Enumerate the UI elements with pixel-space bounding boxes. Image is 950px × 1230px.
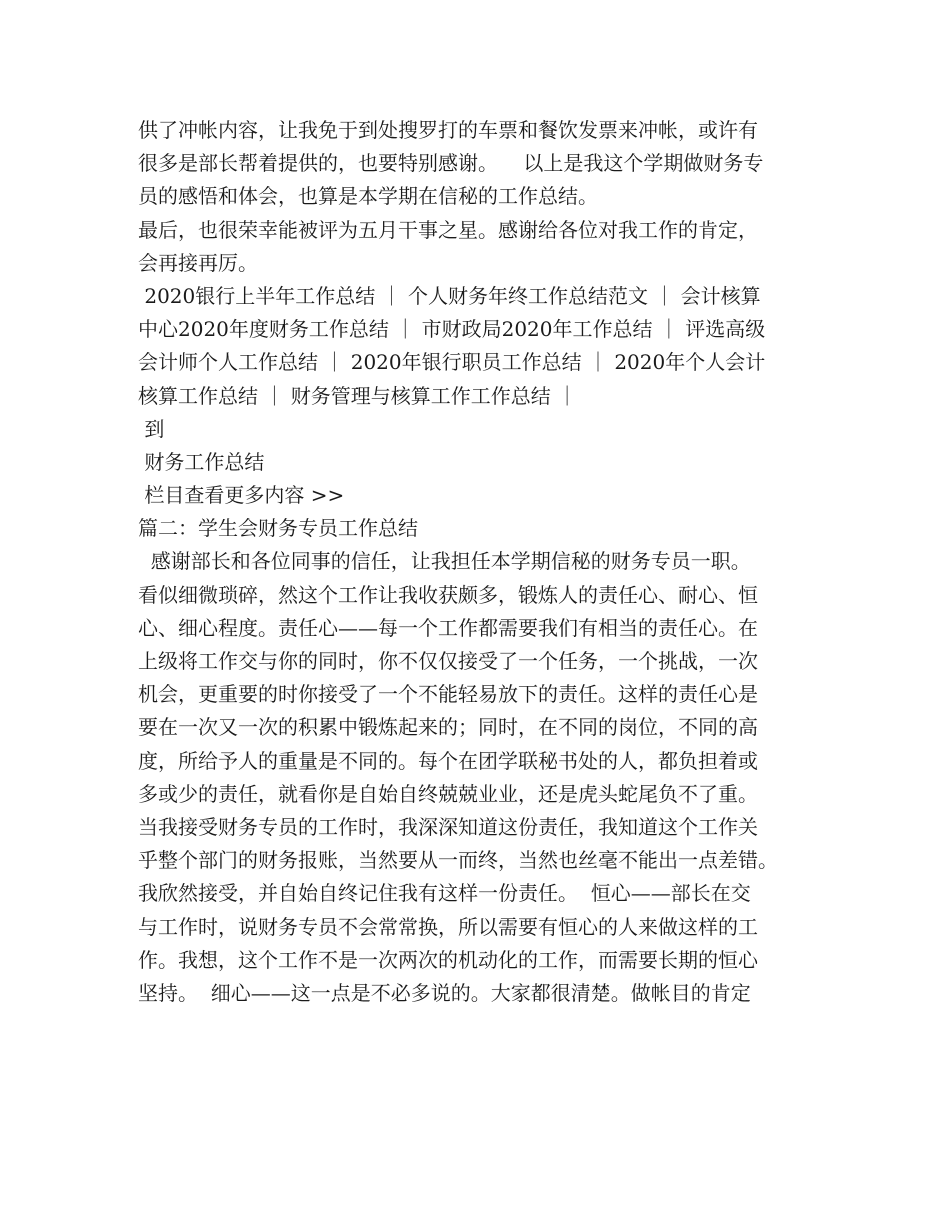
- text-line: 要在一次又一次的积累中锻炼起来的；同时，在不同的岗位，不同的高: [138, 715, 758, 740]
- text-line: 员的感悟和体会，也算是本学期在信秘的工作总结。: [138, 184, 598, 209]
- related-links-line[interactable]: 会计师个人工作总结 ｜ 2020年银行职员工作总结 ｜ 2020年个人会计: [138, 350, 766, 375]
- related-links-line[interactable]: 中心2020年度财务工作总结 ｜ 市财政局2020年工作总结 ｜ 评选高级: [138, 317, 766, 342]
- text-line: 坚持。 细心——这一点是不必多说的。大家都很清楚。做帐目的肯定: [138, 980, 751, 1005]
- more-content-link[interactable]: [138, 413, 828, 513]
- related-links-line[interactable]: 2020银行上半年工作总结 ｜ 个人财务年终工作总结范文 ｜ 会计核算: [138, 283, 761, 308]
- text-line: 供了冲帐内容，让我免于到处搜罗打的车票和餐饮发票来冲帐，或许有: [138, 118, 758, 142]
- text-line: 作。我想，这个工作不是一次两次的机动化的工作，而需要长期的恒心: [138, 947, 758, 972]
- document-body: [138, 114, 828, 1010]
- text-line: 我欣然接受，并自始自终记住我有这样一份责任。 恒心——部长在交: [138, 881, 751, 906]
- paragraph-top: [138, 114, 828, 280]
- more-link-prefix: 到: [138, 416, 165, 441]
- text-line: 度，所给予人的重量是不同的。每个在团学联秘书处的人，都负担着或: [138, 748, 758, 773]
- text-line: 会再接再厉。: [138, 250, 258, 275]
- text-line: 乎整个部门的财务报账，当然要从一而终，当然也丝毫不能出一点差错。: [138, 848, 778, 873]
- section-title: 篇二：学生会财务专员工作总结: [138, 516, 418, 541]
- view-more-link[interactable]: 栏目查看更多内容 >>: [138, 483, 345, 508]
- text-line: 当我接受财务专员的工作时，我深深知道这份责任，我知道这个工作关: [138, 814, 758, 839]
- related-links[interactable]: [138, 280, 828, 413]
- text-line: 最后，也很荣幸能被评为五月干事之星。感谢给各位对我工作的肯定，: [138, 217, 758, 242]
- text-line: 机会，更重要的时你接受了一个不能轻易放下的责任。这样的责任心是: [138, 682, 758, 707]
- text-line: 多或少的责任，就看你是自始自终兢兢业业，还是虎头蛇尾负不了重。: [138, 781, 758, 806]
- text-line: 心、细心程度。责任心——每一个工作都需要我们有相当的责任心。在: [138, 615, 758, 640]
- text-line: 感谢部长和各位同事的信任，让我担任本学期信秘的财务专员一职。: [138, 549, 751, 574]
- text-line: 很多是部长帮着提供的，也要特别感谢。 以上是我这个学期做财务专: [138, 151, 764, 176]
- text-line: 看似细微琐碎，然这个工作让我收获颇多，锻炼人的责任心、耐心、恒: [138, 582, 758, 607]
- text-line: 上级将工作交与你的同时，你不仅仅接受了一个任务，一个挑战，一次: [138, 649, 758, 673]
- category-link[interactable]: 财务工作总结: [138, 449, 265, 474]
- paragraph-main: [138, 545, 828, 1010]
- related-links-line[interactable]: 核算工作总结 ｜ 财务管理与核算工作工作总结 ｜: [138, 383, 578, 408]
- text-line: 与工作时，说财务专员不会常常换，所以需要有恒心的人来做这样的工: [138, 914, 758, 939]
